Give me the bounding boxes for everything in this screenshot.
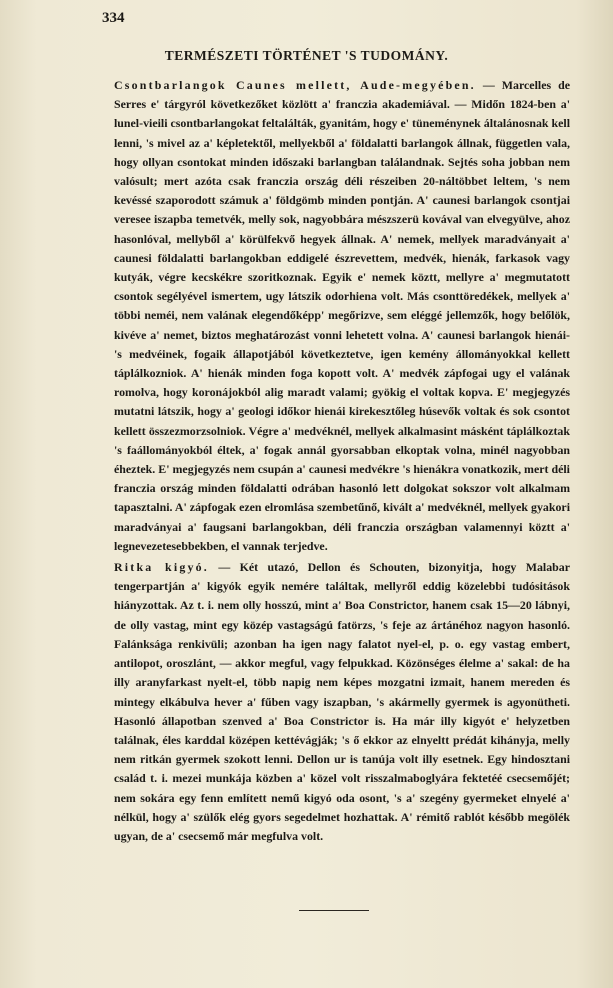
end-rule (299, 910, 369, 911)
paragraph-rare-snake (114, 558, 570, 846)
paragraph-text: — Két utazó, Dellon és Schouten, bizonyitja, hogy Malabar tengerpartján a' kigyók egyik nemére találtak, mellyről eddig közelebbi tudósitások hiányzottak. Az t. i. nem olly hosszú, mint a' Boa Constrictor, hanem csak 15—20 lábnyi, de olly vastag, mint egy közép vastagságú fatörzs, 's feje az ártánéhoz nagyon hasonló. Falánksága renkivüli; azonban ha igen nagy falatot nyel-el, p. o. egy vastag embert, antilopot, oroszlánt, — akkor megful, vagy felpukkad. Közönséges élelme a' sakal: de ha illy aranyfarkast nyelt-el, több napig nem képes mozgatni izmait, hanem mereden és mintegy elkábulva hever a' fűben vagy iszapban, 's akármelly gyermek is agyonütheti. Hasonló állapotban szenved a' Boa Constrictor is. Ha már illy kigyót e' helyzetben találnak, éles karddal középen kettévágják; 's ő ekkor az elnyeltt prédát kihányja, melly nem ritkán gyermek szokott lenni. Dellon ur is tanúja volt illy esetnek. Egy hindosztani család t. i. mezei munkája közben a' közel volt risszalmaboglyára fektetéé csecsemőjét; nem sokára egy fenn említett nemű kigyó oda osont, 's a' szegény gyermeket elnyelé a' nélkül, hogy a' szülők elég gyors segedelmet hozhattak. A' rémitő rablót később megölék ugyan, de a' csecsemő már megfulva volt. (114, 560, 570, 843)
paragraph-text: — Marcelles de Serres e' tárgyról következőket közlött a' franczia akademiával. — Midőn 1824-ben a' lunel-vieili csontbarlangokat feltalálták, gyanitám, hogy e' tüneménynek általánosnak kell lenni, 's mivel az a' képletektől, mellyekből a' földalatti barlangok állnak, független vala, hogy ollyan csontokat minden időszaki barlangban találandnak. Sejtés soha jobban nem valósult; mert azóta csak franczia ország déli részeiben 20-náltöbbet leltem, 's nem kevéssé szaporodott számuk a' földgömb minden pontján. A' caunesi barlangok csontjai veresee iszapba temetvék, melly sok, nagyobbára mészszerü kovával van elvegyülve, ahoz hasonlóval, mellyből a' körülfekvő hegyek állnak. A' nemek, mellyek maradványait a' caunesi földalatti barlangokban eddigelé észrevettem, medvék, hienák, farkasok vagy kutyák, végre kecskékre szoritkoznak. Egyik e' nemek köztt, mellyre a' megmutatott csontok segélyével ismertem, ugy látszik odorhiena volt. Más csonttöredékek, mellyek a' többi neméi, nem valának elegendőképp' megőrizve, sem eléggé jellemzők, hogy belőlök, kivéve a' nemet, biztos meghatározást vonni lehetett volna. A' caunesi barlangok hienái- 's medvéinek, fogaik állapotjából következtetve, igen kemény állományokkal kellett táplálkozniok. A' hienák minden foga kopott volt. A' medvék zápfogai ugy el valának romolva, hogy koronájokból alig maradt valami; gyökig el voltak kopva. E' megjegyzés mutatni látszik, hogy a' geologi időkor hienái kirekesztőleg húsevők voltak és sok csontot kellett összezmorzsolniok. Végre a' medvéknél, mellyek alkalmasint másként táplálkoztak 's faállományokból éltek, a' fogak annál gyorsabban elkoptak volna, minél nagyobban éheztek. E' megjegyzés nem csupán a' caunesi medvékre 's hienákra vonatkozik, mert déli franczia ország minden földalatti odrában hasonló lett dolgokat sokszor volt alkalmam tapasztalni. A' zápfogak ezen elromlása szembetűnő, kivált a' medvéknél, mellyek gyakori maradványai a' faugsani barlangokban, déli franczia országban valamennyi köztt a' legnevezetesebbekben, el vannak terjedve. (114, 78, 571, 553)
paragraph-lead: Csontbarlangok Caunes mellett, Aude-megyében. (114, 78, 476, 92)
paragraph-cave-bones (114, 76, 570, 556)
article-body (114, 76, 570, 846)
page-number: 334 (102, 10, 125, 26)
paragraph-lead: Ritka kigyó. (114, 560, 209, 575)
section-heading: TERMÉSZETI TÖRTÉNET 'S TUDOMÁNY. (164, 48, 449, 63)
